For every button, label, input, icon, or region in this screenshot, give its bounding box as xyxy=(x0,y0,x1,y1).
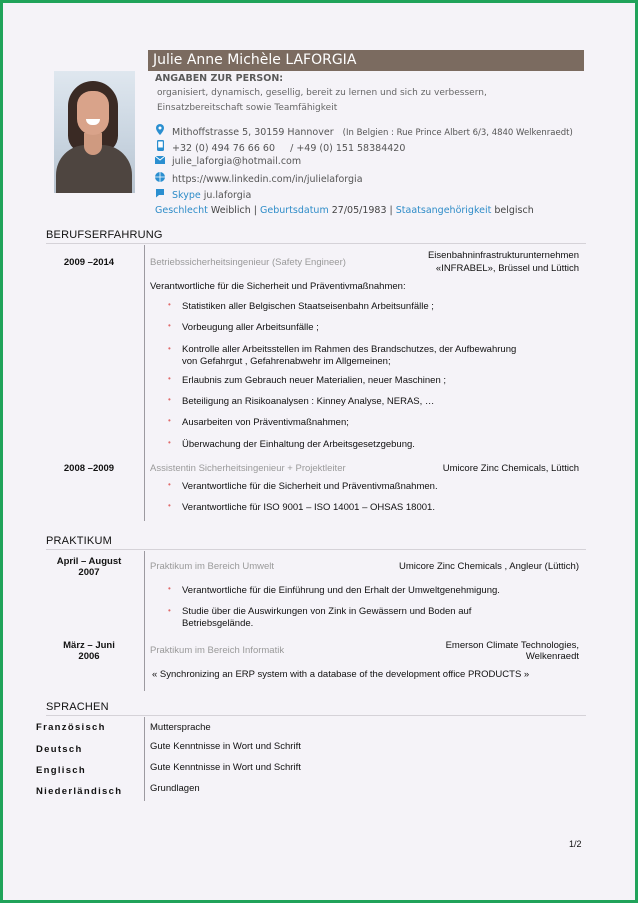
personal-heading: ANGABEN ZUR PERSON: xyxy=(155,73,284,84)
job1-company-line2: «INFRABEL», Brüssel und Lüttich xyxy=(435,263,579,274)
linkedin-link[interactable]: https://www.linkedin.com/in/julielaforgia xyxy=(172,174,363,185)
internship1-bullet: • Studie über die Auswirkungen von Zink in Gewässern und Boden auf Betriebsgelände. xyxy=(168,606,472,629)
job1-intro: Verantwortliche für die Sicherheit und Präventivmaßnahmen: xyxy=(150,281,406,292)
job2-bullet: • Verantwortliche für ISO 9001 – ISO 14001 – OHSAS 18001. xyxy=(168,501,435,513)
skype-label: Skype xyxy=(172,190,201,201)
job2-bullet: • Verantwortliche für die Sicherheit und Präventivmaßnahmen. xyxy=(168,480,438,492)
internship1-date: April – August 2007 xyxy=(56,556,122,578)
language-level: Grundlagen xyxy=(150,783,200,794)
internship2-date: März – Juni 2006 xyxy=(63,640,115,662)
language-name: Französisch xyxy=(36,722,106,733)
job1-company-line1: Eisenbahninfrastrukturunternehmen xyxy=(427,250,579,261)
skype-id: ju.laforgia xyxy=(203,190,252,201)
job1-bullet: • Überwachung der Einhaltung der Arbeitsgesetzgebung. xyxy=(168,438,415,450)
phone-text: +32 (0) 494 76 66 60 / +49 (0) 151 58384420 xyxy=(172,143,406,154)
internship1-role: Praktikum im Bereich Umwelt xyxy=(150,561,275,572)
email-link[interactable]: julie_laforgia@hotmail.com xyxy=(172,156,302,167)
separator: | xyxy=(250,205,261,216)
job2-role: Assistentin Sicherheitsingenieur + Projektleiter xyxy=(150,463,346,474)
language-level: Gute Kenntnisse in Wort und Schrift xyxy=(150,741,301,752)
section-title-languages: SPRACHEN xyxy=(46,701,109,713)
contact-skype xyxy=(154,188,251,201)
section-divider xyxy=(46,715,586,716)
timeline-line xyxy=(144,551,145,691)
job1-bullet: • Ausarbeiten von Präventivmaßnahmen; xyxy=(168,416,349,428)
separator: | xyxy=(386,205,396,216)
address-belgium-text: (In Belgien : Rue Prince Albert 6/3, 4840 Welkenraedt) xyxy=(342,128,573,138)
chat-bubble-icon xyxy=(154,188,166,201)
internship1-bullet: • Verantwortliche für die Einführung und den Erhalt der Umweltgenehmigung. xyxy=(168,584,500,596)
birth-label: Geburtsdatum xyxy=(260,205,329,216)
timeline-line xyxy=(144,717,145,801)
job1-bullet: • Kontrolle aller Arbeitsstellen im Rahmen des Brandschutzes, der Aufbewahrung von Gefahrgut , Gefahrenabwehr im Allgemeinen; xyxy=(168,344,517,367)
language-level: Gute Kenntnisse in Wort und Schrift xyxy=(150,762,301,773)
job1-bullet: • Vorbeugung aller Arbeitsunfälle ; xyxy=(168,321,319,333)
job1-bullet: • Beteiligung an Risikoanalysen : Kinney Analyse, NERAS, … xyxy=(168,395,435,407)
personal-line-1: organisiert, dynamisch, gesellig, bereit zu lernen und sich zu verbessern, xyxy=(157,88,487,98)
personal-meta xyxy=(155,205,534,216)
contact-web xyxy=(154,172,363,185)
job1-company xyxy=(383,250,579,274)
internship2-role: Praktikum im Bereich Informatik xyxy=(150,645,285,656)
job1-date: 2009 –2014 xyxy=(63,257,115,268)
gender-value: Weiblich xyxy=(210,205,251,216)
location-pin-icon xyxy=(154,124,166,138)
internship2-company: Emerson Climate Technologies, Welkenraedt xyxy=(445,640,579,662)
job2-company: Umicore Zinc Chemicals, Lüttich xyxy=(442,463,579,474)
section-title-experience: BERUFSERFAHRUNG xyxy=(46,229,163,241)
language-name: Deutsch xyxy=(36,744,83,755)
internship1-company: Umicore Zinc Chemicals , Angleur (Lüttich) xyxy=(398,561,579,572)
section-title-internship: PRAKTIKUM xyxy=(46,535,112,547)
profile-photo xyxy=(54,71,135,193)
birth-value: 27/05/1983 xyxy=(331,205,387,216)
cv-page xyxy=(3,3,635,900)
personal-line-2: Einsatzbereitschaft sowie Teamfähigkeit xyxy=(157,103,338,113)
nationality-value: belgisch xyxy=(494,205,534,216)
page-number: 1/2 xyxy=(569,839,582,849)
language-name: Niederländisch xyxy=(36,786,123,797)
internship2-description: « Synchronizing an ERP system with a database of the development office PRODUCTS » xyxy=(152,669,530,680)
contact-phone xyxy=(154,140,405,154)
section-divider xyxy=(46,243,586,244)
language-level: Muttersprache xyxy=(150,722,211,733)
timeline-line xyxy=(144,245,145,521)
nationality-label: Staatsangehörigkeit xyxy=(395,205,492,216)
contact-address xyxy=(154,124,573,138)
job2-date: 2008 –2009 xyxy=(63,463,115,474)
address-text: Mithoffstrasse 5, 30159 Hannover xyxy=(172,127,334,138)
job1-bullet: • Erlaubnis zum Gebrauch neuer Materialien, neuer Maschinen ; xyxy=(168,374,447,386)
job1-bullet: • Statistiken aller Belgischen Staatseisenbahn Arbeitsunfälle ; xyxy=(168,300,434,312)
phone-icon xyxy=(154,140,166,154)
name-bar: Julie Anne Michèle LAFORGIA xyxy=(148,50,584,71)
gender-label: Geschlecht xyxy=(155,205,208,216)
globe-icon xyxy=(154,172,166,185)
contact-email xyxy=(154,156,301,167)
job1-role: Betriebssicherheitsingenieur (Safety Engineer) xyxy=(150,257,346,268)
language-name: Englisch xyxy=(36,765,86,776)
email-icon xyxy=(154,156,166,167)
section-divider xyxy=(46,549,586,550)
